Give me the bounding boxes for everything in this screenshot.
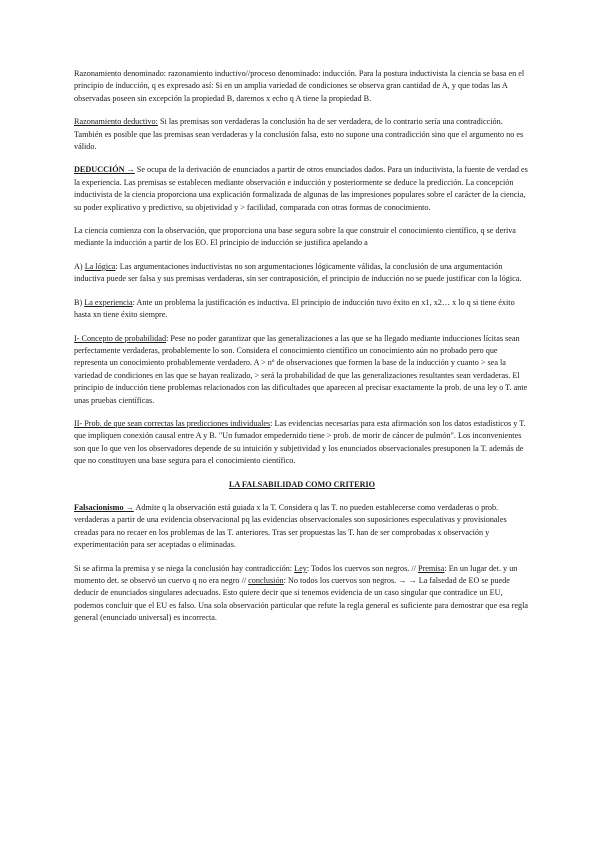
prefix-experiencia: B) <box>74 297 85 307</box>
text-logica: : Las argumentaciones inductivistas no son argumentaciones lógicamente válidas, la conclusión de una argumentación inductiva puede ser falsa y sus premisas verdaderas, sin ser contraposición, el principio de inducción no se puede justificar con la lógica. <box>74 261 522 284</box>
text-predicciones: : Las evidencias necesarias para esta afirmación son los datos estadísticos y T. que impliquen conexión causal entre A y B. "Un fumador empedernido tiene > prob. de morir de cáncer de pulmón". Los inconvenientes son que lo que ven los observadores depende de su intuición y subjetividad y los enunciados observacionales presuponen la T. además de que no constituyen una base segura para el conocimiento científico. <box>74 418 526 466</box>
paragraph-falsacionismo <box>74 502 530 552</box>
text-experiencia: : Ante un problema la justificación es inductiva. El principio de inducción tuvo éxito en x1, x2… x lo q si tiene éxito hasta xn tiene éxito siempre. <box>74 297 515 320</box>
term-razonamiento-deductivo: Razonamiento deductivo: <box>74 117 158 127</box>
term-experiencia: La experiencia <box>84 297 133 307</box>
term-probabilidad: I- Concepto de probabilidad <box>74 333 167 343</box>
text-contradiccion-d: : No todos los cuervos son negros. → → La falsedad de EO se puede deducir de enunciados singulares adecuados. Esto quiere decir que si tenemos evidencia de un caso singular que contradice un EU, podemos concluir que el EU es falso. Una sola observación particular que refute la regla general es suficiente para demostrar que esa regla general (enunciado universal) es incorrecta. <box>74 576 528 623</box>
term-premisa: Premisa <box>418 563 445 573</box>
term-deduccion: DEDUCCIÓN → <box>74 165 135 175</box>
document-page <box>74 68 530 625</box>
text-falsacionismo: Admite q la observación está guiada x la T. Considera q las T. no pueden establecerse como verdaderas o prob. verdaderas a partir de una evidencia observacional pq las evidencias observacionales son suposiciones especulativas y provisionales creadas para no recaer en los problemas de las T. anteriores. Tras ser propuestas las T. han de ser comprobadas x observación y experimentación para ser aceptadas o eliminadas. <box>74 502 507 550</box>
term-falsacionismo: Falsacionismo → <box>74 502 134 512</box>
term-logica: La lógica <box>84 261 116 271</box>
term-predicciones: II- Prob. de que sean correctas las predicciones individuales <box>74 418 271 428</box>
paragraph-logica <box>74 261 530 286</box>
paragraph-deduccion <box>74 164 530 214</box>
prefix-logica: A) <box>74 261 85 271</box>
term-conclusion: conclusión <box>248 576 284 585</box>
paragraph-predicciones <box>74 418 530 468</box>
term-ley: Ley <box>294 563 307 573</box>
paragraph-experiencia <box>74 297 530 322</box>
section-heading: LA FALSABILIDAD COMO CRITERIO <box>228 479 376 489</box>
text-contradiccion-b: : Todos los cuervos son negros. // <box>306 563 418 573</box>
text-razonamiento-deductivo: Si las premisas son verdaderas la conclusión ha de ser verdadera, de lo contrario sería una contradicción. También es posible que las premisas sean verdaderas y la conclusión falsa, esto no supone una contradicción sino que el argumento no es válido. <box>74 117 524 152</box>
paragraph-probabilidad <box>74 333 530 407</box>
paragraph-contradiccion <box>74 563 530 625</box>
paragraph-ciencia-observacion: La ciencia comienza con la observación, que proporciona una base segura sobre la que construir el conocimiento científico, q se deriva mediante la inducción a partir de los EO. El principio de inducción se justifica apelando a <box>74 226 516 248</box>
paragraph-induccion: Razonamiento denominado: razonamiento inductivo//proceso denominado: inducción. Para la postura inductivista la ciencia se basa en el principio de inducción, q es expresado así: Si en un amplia variedad de condiciones se observa gran cantidad de A, y que todas las A observadas poseen sin excepción la propiedad B, daremos x echo q A tiene la propiedad B. <box>74 69 525 103</box>
text-deduccion: Se ocupa de la derivación de enunciados a partir de otros enunciados dados. Para un inductivista, la fuente de verdad es la experiencia. Las premisas se establecen mediante observación e inducción y posteriormente se deduce la predicción. La concepción inductivista de la ciencia proporciona una explicación formalizada de algunas de las impresiones populares sobre el carácter de la ciencia, su poder explicativo y predictivo, su objetividad y > facilidad, comparada con otras formas de conocimiento. <box>74 165 528 212</box>
text-probabilidad: : Pese no poder garantizar que las generalizaciones a las que se ha llegado mediante inducciones lícitas sean perfectamente verdaderas, probablemente lo son. Considera el conocimiento científico un conocimiento aún no probado pero que representa un conocimiento probablemente verdadero. A > nº de observaciones que formen la base de la inducción y cuanto > sea la variedad de condiciones en las que se hayan realizado, > será la probabilidad de que las generalizaciones resultantes sean verdaderas. El principio de inducción tiene problemas relacionados con las dificultades que aparecen al precisar exactamente la prob. de una ley o T. ante unas pruebas científicas. <box>74 333 528 405</box>
text-contradiccion-a: Si se afirma la premisa y se niega la conclusión hay contradicción: <box>74 563 295 573</box>
paragraph-razonamiento-deductivo <box>74 116 530 153</box>
text-contradiccion-c: : En un lugar det. y un momento det. se observó un cuervo q no era negro // <box>74 563 518 585</box>
